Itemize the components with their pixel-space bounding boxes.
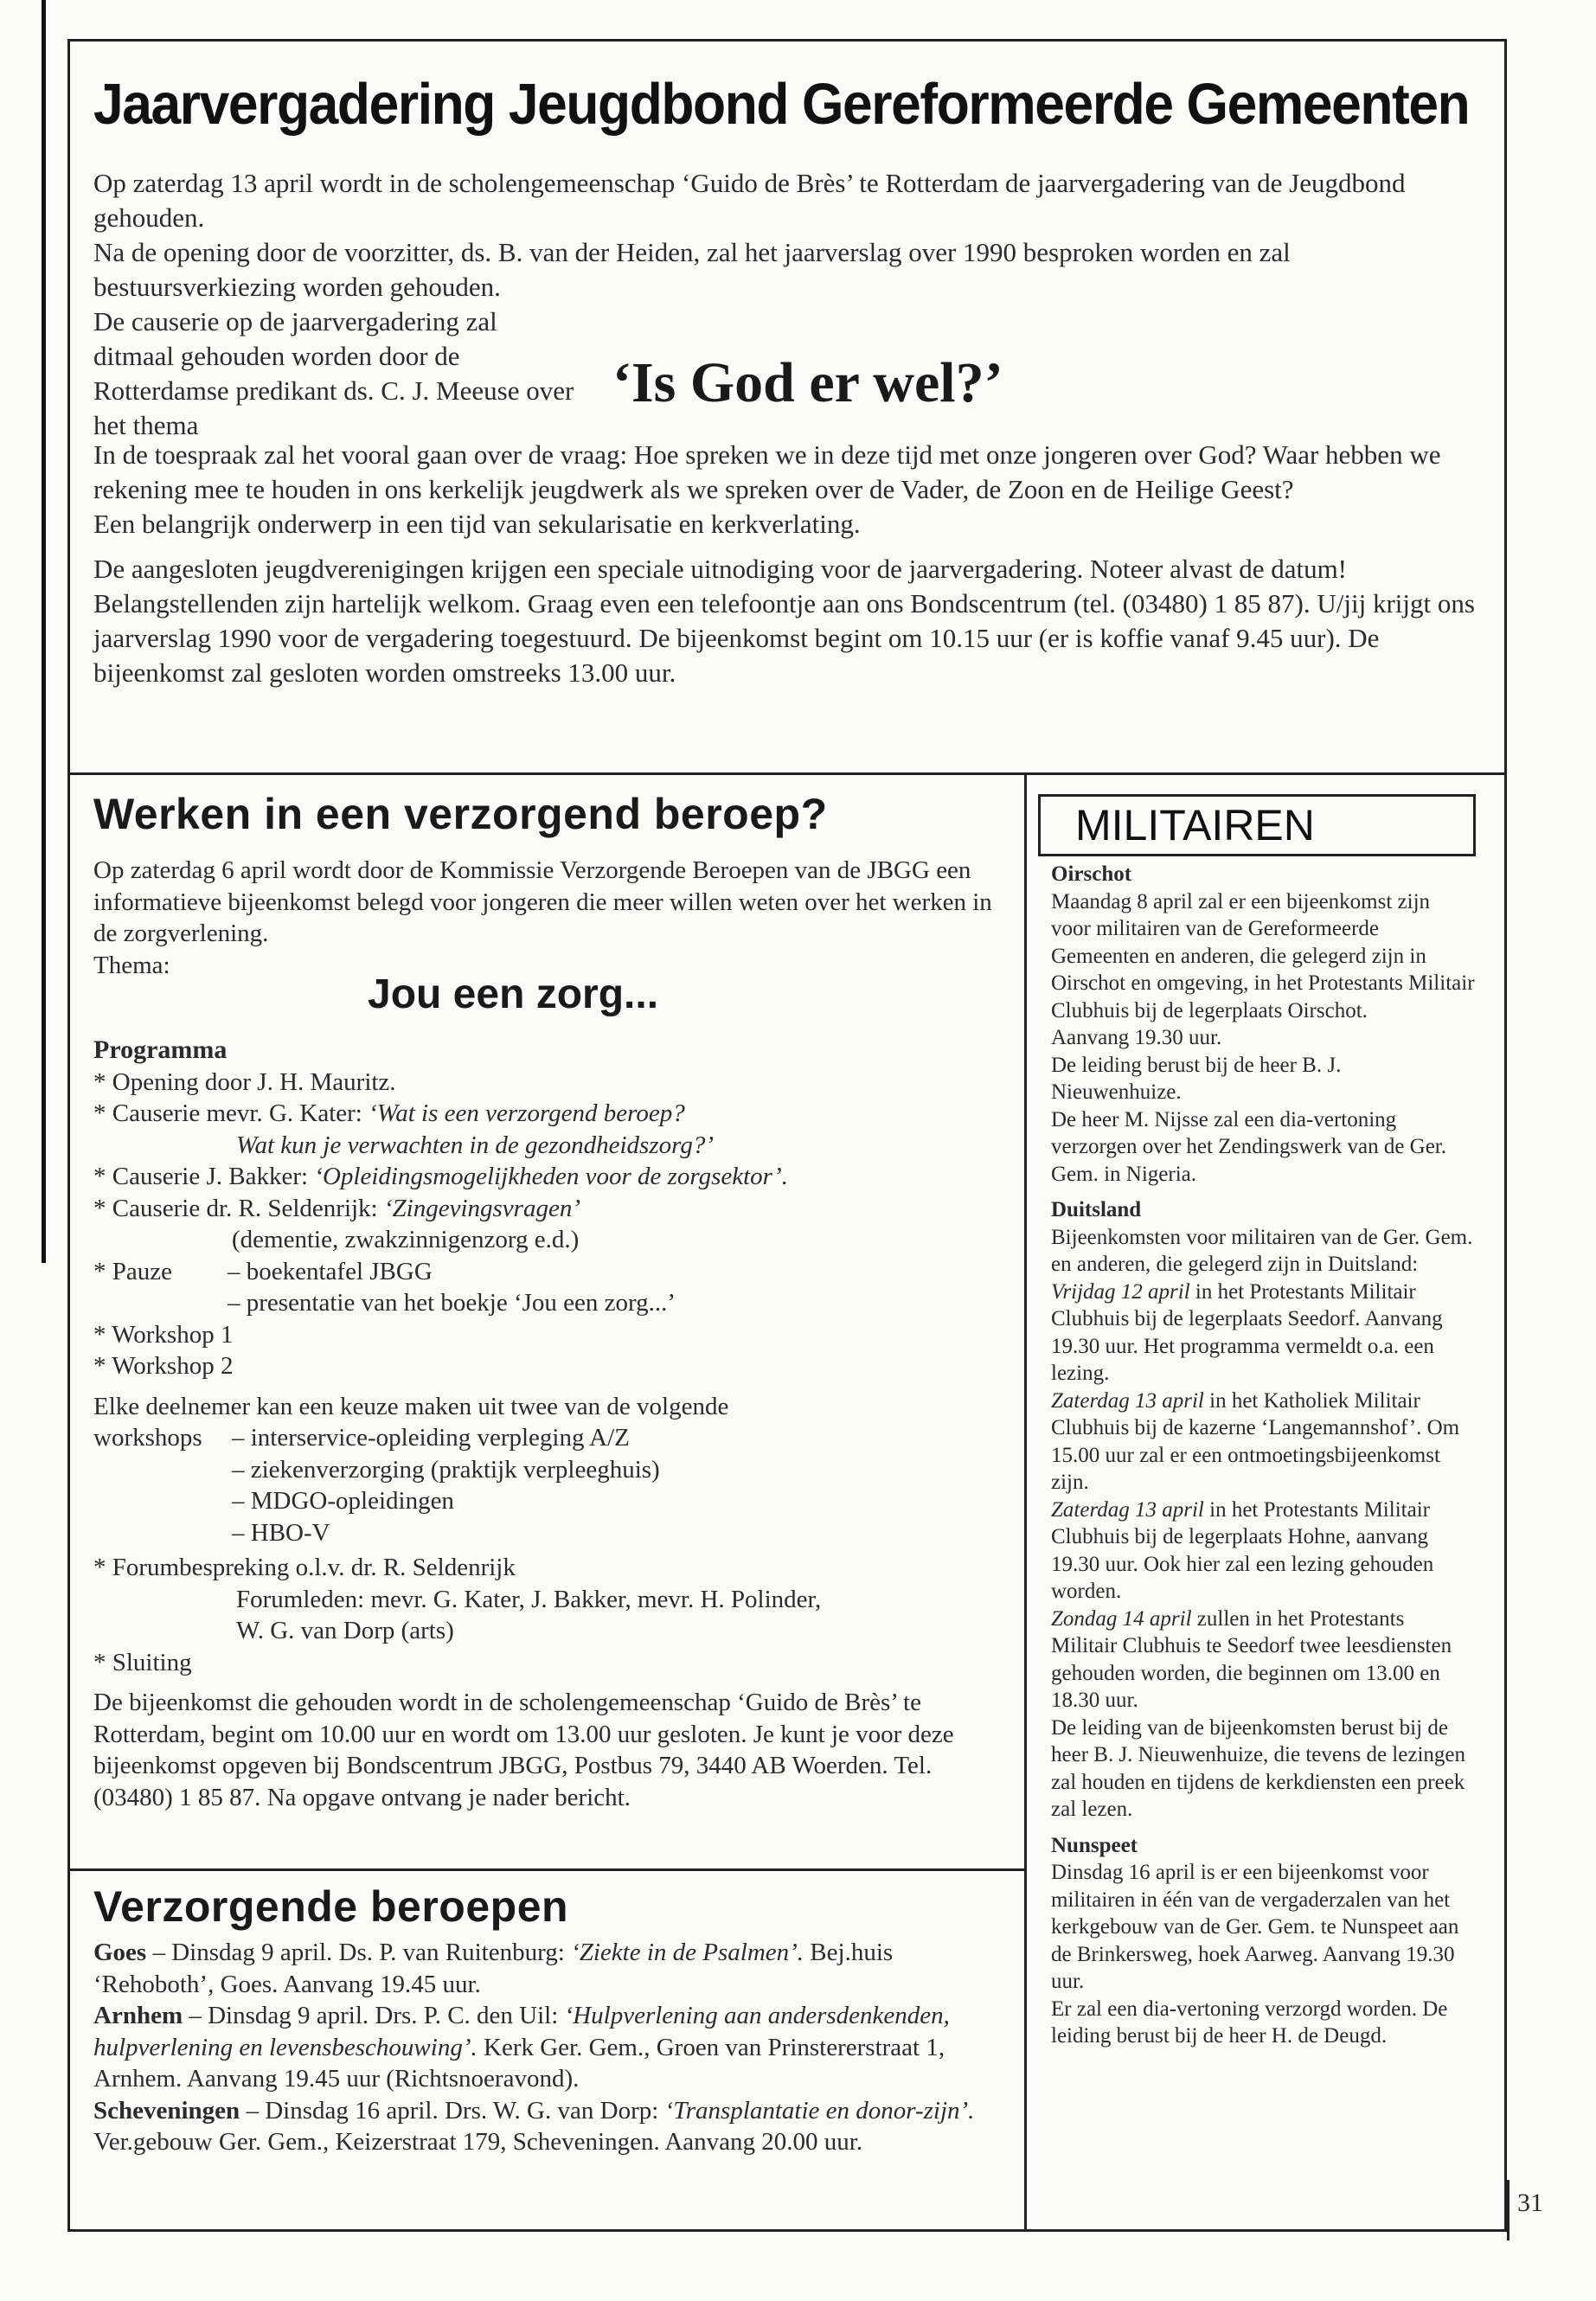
date: Zondag 14 april [1051, 1606, 1192, 1631]
event-subject: ‘Ziekte in de Psalmen’. [571, 1939, 804, 1966]
city: Scheveningen [93, 2096, 240, 2125]
program-subject: ‘Wat is een verzorgend beroep? [369, 1099, 685, 1127]
program-item: – presentatie van het boekje ‘Jou een zorg...’ [228, 1289, 676, 1317]
verzorgende-section [93, 1881, 1002, 2158]
program-item: Forumleden: mevr. G. Kater, J. Bakker, mevr. H. Polinder, [236, 1585, 822, 1613]
paragraph: Een belangrijk onderwerp in een tijd van sekularisatie en kerkverlating. [93, 509, 861, 539]
paragraph [1051, 1388, 1475, 1497]
programma [93, 1035, 1010, 1813]
program-text: – boekentafel JBGG [228, 1257, 433, 1285]
workshop-item: – ziekenverzorging (praktijk verpleeghuis) [232, 1455, 660, 1484]
paragraph: Er zal een dia-vertoning verzorgd worden. De leiding berust bij de heer H. de Deugd. [1051, 1997, 1448, 2048]
paragraph: De causerie op de jaarvergadering zal ditmaal gehouden worden door de Rotterdamse predikant ds. C. J. Meeuse over het thema [93, 306, 574, 440]
programma-title: Programma [93, 1035, 228, 1064]
program-item: W. G. van Dorp (arts) [236, 1617, 454, 1644]
divider-verzorgende [67, 1868, 1026, 1871]
event-subject: ‘Transplantatie en donor-zijn’. [664, 2096, 975, 2125]
event-text: Kerk Ger. Gem., Groen van Prinstererstraat 1, Arnhem. Aanvang 19.45 uur (Richtsnoeravond). [93, 2033, 945, 2093]
program-subject: ‘Opleidingsmogelijkheden voor de zorgsektor’. [314, 1163, 788, 1190]
program-text: * Pauze [93, 1257, 172, 1285]
workshop-text: – interservice-opleiding verpleging A/Z [232, 1424, 630, 1452]
paragraph: Na de opening door de voorzitter, ds. B. van der Heiden, zal het jaarverslag over 1990 besproken worden en zal bestuursverkiezing worden gehouden. [93, 237, 1291, 302]
section-title: Verzorgende beroepen [93, 1882, 569, 1931]
subheading-nunspeet: Nunspeet [1051, 1833, 1138, 1857]
top-article-body-2 [93, 438, 1477, 690]
workshop-item: – MDGO-opleidingen [232, 1487, 454, 1515]
subheading-duitsland: Duitsland [1051, 1198, 1142, 1221]
event-text: – Dinsdag 9 april. Drs. P. C. den Uil: [183, 2002, 565, 2029]
subheading-oirschot: Oirschot [1051, 862, 1132, 886]
paragraph [1051, 1279, 1475, 1388]
paragraph: In de toespraak zal het vooral gaan over de vraag: Hoe spreken we in deze tijd met onze jongeren over God? Waar hebben we rekening mee te houden in ons kerkelijk jeugdwerk als we spreken over de Vader, de Zoon en de Heilige Geest? [93, 439, 1441, 504]
section-title: Werken in een verzorgend beroep? [93, 790, 828, 838]
paragraph: Bijeenkomsten voor militairen van de Ger. Gem. en anderen, die gelegerd zijn in Duitsland: [1051, 1225, 1473, 1276]
theme-heading: ‘Is God er wel?’ [612, 351, 1003, 414]
program-item: * Workshop 2 [93, 1352, 234, 1380]
page-edge-rule [42, 0, 46, 1263]
paragraph: De heer M. Nijsse zal een dia-vertoning verzorgen over het Zendingswerk van de Ger. Gem. in Nigeria. [1051, 1107, 1447, 1186]
program-item [93, 1161, 1010, 1193]
workshops-intro: Elke deelnemer kan een keuze maken uit twee van de volgende [93, 1392, 729, 1420]
article-title: Jaarvergadering Jeugdbond Gereformeerde Gemeenten [93, 72, 1470, 137]
event-scheveningen [93, 2095, 1002, 2158]
page-number: 31 [1517, 2189, 1543, 2217]
werken-section [93, 789, 1010, 981]
program-subject: ‘Zingevingsvragen’ [383, 1194, 580, 1222]
workshop-item: – HBO-V [232, 1518, 330, 1547]
date: Zaterdag 13 april [1051, 1497, 1204, 1522]
text: in het Katholiek Militair Clubhuis bij de kazerne ‘Langemannshof’. Om 15.00 uur zal er een ontmoetingsbijeenkomst zijn. [1051, 1388, 1460, 1494]
program-item: (dementie, zwakzinnigenzorg e.d.) [232, 1226, 580, 1253]
paragraph: De leiding berust bij de heer B. J. Nieuwenhuize. [1051, 1053, 1342, 1104]
program-item: Wat kun je verwachten in de gezondheidszorg?’ [236, 1131, 714, 1159]
werken-outro: De bijeenkomst die gehouden wordt in de scholengemeenschap ‘Guido de Brès’ te Rotterdam, begint om 10.00 uur en wordt om 13.00 uur gesloten. Je kunt je voor deze bijeenkomst opgeven bij Bondscentrum JBGG, Postbus 79, 3440 AB Woerden. Tel. (03480) 1 85 87. Na opgave ontvang je nader bericht. [93, 1689, 954, 1811]
event-text: – Dinsdag 9 april. Ds. P. van Ruitenburg: [146, 1939, 572, 1966]
workshop-item [93, 1422, 1010, 1454]
paragraph: Dinsdag 16 april is er een bijeenkomst voor militairen in één van de vergaderzalen van het kerkgebouw van de Ger. Gem. te Nunspeet aan de Brinkersweg, hoek Aarweg. Aanvang 19.30 uur. [1051, 1861, 1459, 1993]
divider-top [67, 772, 1507, 775]
page-number-rule [1507, 2180, 1509, 2240]
paragraph [1051, 1606, 1475, 1715]
program-item: * Forumbespreking o.l.v. dr. R. Seldenrijk [93, 1554, 516, 1581]
theme-label: Thema: [93, 951, 170, 979]
event-text: Ver.gebouw Ger. Gem., Keizerstraat 179, Scheveningen. Aanvang 20.00 uur. [93, 2128, 863, 2156]
program-item [93, 1256, 1010, 1288]
divider-column [1024, 772, 1027, 2232]
date: Zaterdag 13 april [1051, 1388, 1204, 1413]
event-arnhem [93, 2000, 1002, 2095]
workshops-label: workshops [93, 1424, 202, 1452]
text: zullen in het Protestants Militair Clubhuis te Seedorf twee leesdiensten gehouden worden, die beginnen om 13.00 en 18.30 uur. [1051, 1606, 1452, 1712]
werken-intro: Op zaterdag 6 april wordt door de Kommissie Verzorgende Beroepen van de JBGG een informatieve bijeenkomst belegd voor jongeren die meer willen weten over het werken in de zorgverlening. [93, 856, 992, 947]
program-item [93, 1193, 1010, 1225]
event-text: Bej.huis ‘Rehoboth’, Goes. Aanvang 19.45 uur. [93, 1939, 894, 1998]
paragraph: Op zaterdag 13 april wordt in de scholengemeenschap ‘Guido de Brès’ te Rotterdam de jaarvergadering van de Jeugdbond gehouden. [93, 168, 1406, 233]
paragraph: Maandag 8 april zal er een bijeenkomst zijn voor militairen van de Gereformeerde Gemeenten en anderen, die gelegerd zijn in Oirschot en omgeving, in het Protestants Militair Clubhuis bij de legerplaats Oirschot. [1051, 889, 1475, 1022]
program-item: * Sluiting [93, 1648, 192, 1676]
program-item [93, 1098, 1010, 1130]
paragraph [1051, 1497, 1475, 1606]
event-subject: ‘Hulpverlening aan andersdenkenden, hulpverlening en levensbeschouwing’. [93, 2002, 950, 2061]
event-goes [93, 1937, 1002, 2000]
program-item: * Workshop 1 [93, 1320, 234, 1349]
militairen-title: MILITAIREN [1038, 794, 1476, 856]
program-text: * Causerie mevr. G. Kater: [93, 1099, 369, 1127]
program-item: * Opening door J. H. Mauritz. [93, 1067, 396, 1096]
text: in het Protestants Militair Clubhuis bij de legerplaats Seedorf. Aanvang 19.30 uur. Het programma vermeldt o.a. een lezing. [1051, 1279, 1443, 1385]
militairen-column [1051, 861, 1475, 2050]
date: Vrijdag 12 april [1051, 1279, 1190, 1304]
city: Arnhem [93, 2002, 183, 2029]
paragraph: De aangesloten jeugdverenigingen krijgen een speciale uitnodiging voor de jaarvergadering. Noteer alvast de datum! Belangstellenden zijn hartelijk welkom. Graag even een telefoontje aan ons Bondscentrum (tel. (03480) 1 85 87). U/jij krijgt ons jaarverslag 1990 voor de vergadering toegestuurd. De bijeenkomst begint om 10.15 uur (er is koffie vanaf 9.45 uur). De bijeenkomst zal gesloten worden omstreeks 13.00 uur. [93, 554, 1475, 688]
paragraph: Aanvang 19.30 uur. [1051, 1026, 1222, 1049]
werken-theme: Jou een zorg... [368, 971, 659, 1017]
city: Goes [93, 1939, 147, 1966]
text: in het Protestants Militair Clubhuis bij de legerplaats Hohne, aanvang 19.30 uur. Ook hier zal een lezing gehouden worden. [1051, 1497, 1434, 1603]
paragraph: De leiding van de bijeenkomsten berust bij de heer B. J. Nieuwenhuize, die tevens de lezingen zal houden en tijdens de kerkdiensten een preek zal lezen. [1051, 1715, 1465, 1821]
program-text: * Causerie dr. R. Seldenrijk: [93, 1194, 384, 1222]
event-text: – Dinsdag 16 april. Drs. W. G. van Dorp: [240, 2096, 665, 2125]
program-text: * Causerie J. Bakker: [93, 1163, 315, 1190]
